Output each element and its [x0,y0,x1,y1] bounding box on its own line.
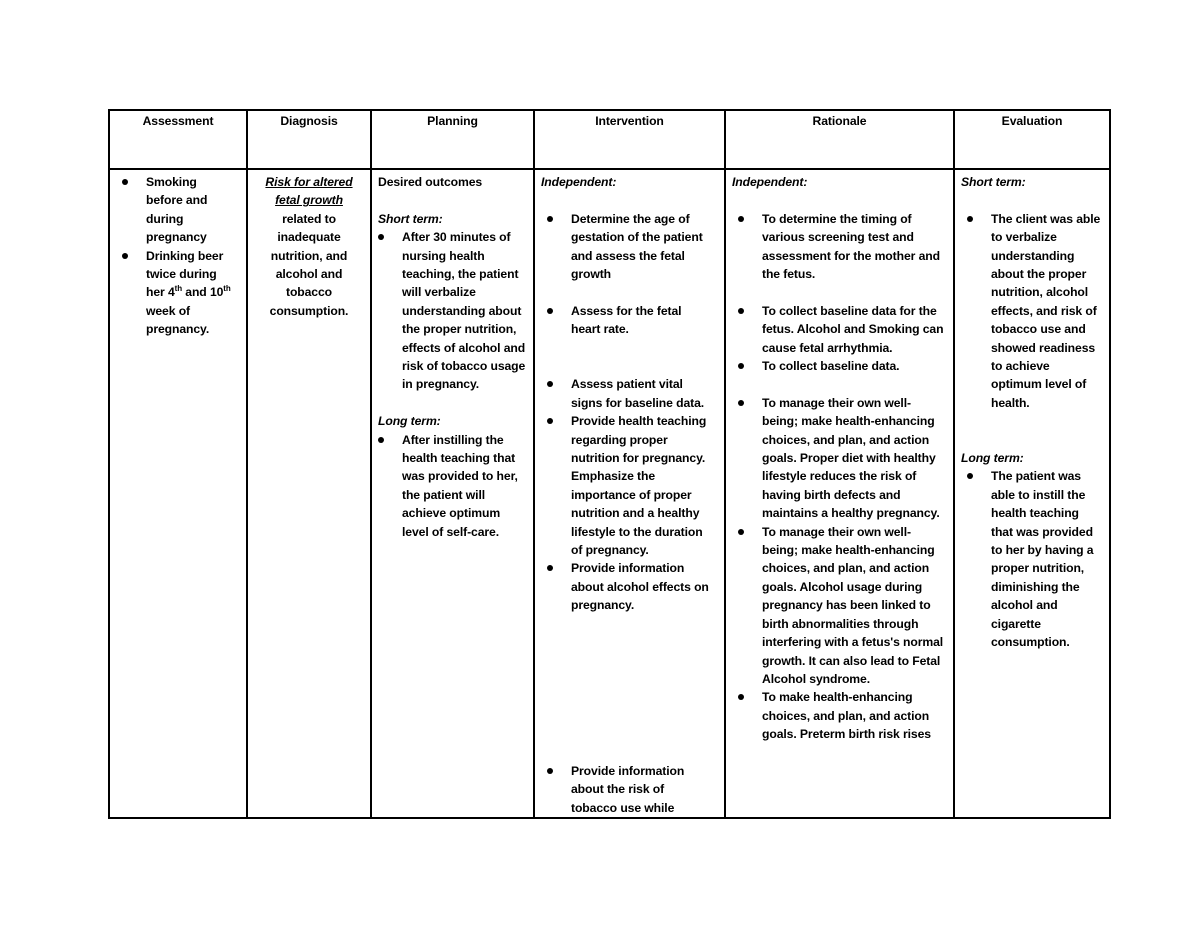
assessment-list [116,173,232,339]
assessment-cell [109,169,247,818]
intervention-cell [534,169,725,818]
list-item: To collect baseline data for the fetus. Alcohol and Smoking can cause fetal arrhythmia. [732,302,945,357]
content-row [109,169,1110,818]
diagnosis-cell [247,169,371,818]
list-item: Assess for the fetal heart rate. [541,302,712,339]
header-rationale: Rationale [725,110,954,169]
header-planning: Planning [371,110,534,169]
header-evaluation: Evaluation [954,110,1110,169]
short-term-label: Short term: [378,211,443,226]
list-item: After instilling the health teaching that was provided to her, the patient will achieve optimum level of self-care. [372,431,528,541]
header-row [109,110,1110,169]
header-intervention: Intervention [534,110,725,169]
evaluation-cell [954,169,1110,818]
intervention-label: Independent: [541,175,617,189]
list-item: Smoking before and during pregnancy [116,173,232,247]
diagnosis-body: related to inadequate nutrition, and alcohol and tobacco consumption. [269,211,349,318]
diagnosis-title: Risk for altered fetal growth [265,175,353,208]
list-item: After 30 minutes of nursing health teaching, the patient will verbalize understanding about the proper nutrition, effects of alcohol and risk of tobacco usage in pregnancy. [372,228,528,394]
list-item: Drinking beer twice during her 4th and 10th week of pregnancy. [116,247,232,339]
list-item: To manage their own well-being; make health-enhancing choices, and plan, and action goals. Proper diet with healthy lifestyle reduces the risk of having birth defects and maintains a healthy pregnancy. [732,394,945,523]
header-diagnosis: Diagnosis [247,110,371,169]
planning-heading: Desired outcomes [378,175,483,189]
rationale-label: Independent: [732,175,808,189]
nursing-care-plan-table [108,109,1111,819]
list-item: To manage their own well-being; make health-enhancing choices, and plan, and action goals. Alcohol usage during pregnancy has been linked to birth abnormalities through interfering with a fetus's normal growth. It can also lead to Fetal Alcohol syndrome. [732,523,945,689]
list-item: To determine the timing of various screening test and assessment for the mother and the fetus. [732,210,945,284]
short-term-label: Short term: [961,175,1026,189]
list-item: Determine the age of gestation of the patient and assess the fetal growth [541,210,712,284]
list-item: Provide information about the risk of tobacco use while [541,762,712,817]
list-item: Provide information about alcohol effects on pregnancy. [541,559,712,614]
header-assessment: Assessment [109,110,247,169]
long-term-label: Long term: [378,414,441,429]
list-item: To make health-enhancing choices, and plan, and action goals. Preterm birth risk rises [732,688,945,743]
list-item: To collect baseline data. [732,357,945,375]
list-item: Provide health teaching regarding proper nutrition for pregnancy. Emphasize the importance of proper nutrition and a healthy lifestyle to the duration of pregnancy. [541,412,712,559]
rationale-cell [725,169,954,818]
list-item: Assess patient vital signs for baseline data. [541,375,712,412]
planning-cell [371,169,534,818]
list-item: The patient was able to instill the health teaching that was provided to her by having a proper nutrition, diminishing the alcohol and cigarette consumption. [961,467,1101,651]
list-item: The client was able to verbalize understanding about the proper nutrition, alcohol effects, and risk of tobacco use and showed readiness to achieve optimum level of health. [961,210,1101,412]
long-term-label: Long term: [961,451,1024,466]
